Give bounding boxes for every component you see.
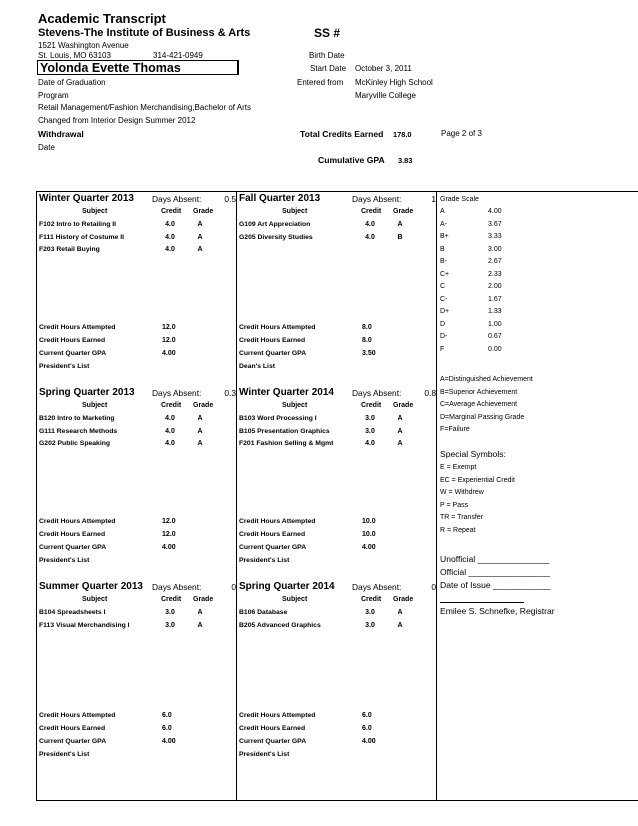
hours-attempted-value: 8.0 [362,324,372,331]
grade-scale-letter: C+ [440,270,450,278]
grade-scale-letter: A [440,208,445,215]
current-gpa-label: Current Quarter GPA [239,350,307,357]
hours-attempted-value: 12.0 [162,324,176,331]
course-grade: A [197,427,203,435]
grade-scale-panel [438,192,636,798]
birth-date-label: Birth Date [309,51,345,60]
hours-attempted-value: 10.0 [362,518,376,525]
subject-column-header: Subject [282,596,308,603]
start-date-label: Start Date [310,64,347,73]
course-subject: B103 Word Processing I [239,415,317,422]
days-absent-value: 0.8 [424,388,436,398]
grade-column-header: Grade [393,402,414,409]
grade-definition: C=Average Achievement [440,401,518,408]
grade-scale-points: 2.00 [488,283,502,290]
course-subject: F113 Visual Merchandising I [39,621,130,629]
course-grade: A [397,427,403,435]
days-absent-value: 0.3 [224,388,236,398]
course-credit: 4.0 [165,440,175,447]
days-absent-label: Days Absent: [152,194,202,204]
grade-scale-letter: A- [440,220,447,228]
total-credits-label: Total Credits Earned [300,129,384,139]
days-absent-label: Days Absent: [152,582,202,592]
course-credit: 3.0 [165,621,175,629]
grade-column-header: Grade [393,208,414,215]
grade-scale-points: 0.67 [488,333,502,340]
quarter-title: Spring Quarter 2013 [39,387,135,398]
course-grade: A [397,609,403,616]
course-subject: G109 Art Appreciation [239,221,311,228]
institution-phone: 314-421-0949 [153,51,203,60]
course-grade: A [197,221,203,228]
entered-from-school-2: Maryville College [355,91,416,100]
quarter-title: Winter Quarter 2013 [39,193,134,204]
course-grade: A [197,233,203,241]
course-subject: F203 Retail Buying [39,246,100,253]
ss-number-label: SS # [314,26,341,40]
hours-earned-label: Credit Hours Earned [239,725,306,732]
course-credit: 3.0 [365,621,375,629]
student-name-box [37,60,238,75]
hours-earned-label: Credit Hours Earned [239,337,306,344]
hours-earned-value: 12.0 [162,337,176,344]
special-symbol: P = Pass [440,501,469,509]
grid-bottom-border [36,800,638,801]
cumulative-gpa-label: Cumulative GPA [318,155,385,165]
special-symbol: R = Repeat [440,526,476,534]
special-symbol: E = Exempt [440,464,477,471]
hours-attempted-label: Credit Hours Attempted [39,324,116,331]
grade-scale-letter: D- [440,333,448,340]
credit-column-header: Credit [161,402,182,409]
total-credits-value: 178.0 [393,130,412,139]
course-grade: A [397,440,403,447]
days-absent-label: Days Absent: [352,582,402,592]
course-credit: 3.0 [365,427,375,435]
hours-earned-label: Credit Hours Earned [239,531,306,538]
entered-from-label: Entered from [297,78,344,87]
subject-column-header: Subject [82,596,108,603]
course-subject: B106 Database [239,609,288,616]
current-gpa-value: 4.00 [162,544,176,551]
days-absent-value: 0.5 [224,194,236,204]
official-line: Official _________________ [440,567,550,577]
course-credit: 4.0 [165,233,175,241]
quarter-block [37,581,238,775]
institution-name: Stevens-The Institute of Business & Arts [38,27,250,39]
quarter-block [237,387,438,581]
program-value: Retail Management/Fashion Merchandising,Bachelor of Arts [38,103,251,112]
quarter-title: Fall Quarter 2013 [239,193,321,204]
course-subject: B205 Advanced Graphics [239,621,321,629]
grade-definition: D=Marginal Passing Grade [440,413,525,421]
course-subject: G205 Diversity Studies [239,233,313,241]
quarter-block [237,193,438,387]
hours-earned-value: 6.0 [362,725,372,732]
credit-column-header: Credit [161,596,182,603]
course-subject: B120 Intro to Marketing [39,415,115,422]
hours-attempted-label: Credit Hours Attempted [239,518,316,525]
quarter-title: Summer Quarter 2013 [39,581,143,592]
grade-scale-points: 3.33 [488,233,502,240]
days-absent-value: 0 [431,582,436,592]
course-subject: F111 History of Costume II [39,233,124,241]
current-gpa-label: Current Quarter GPA [39,544,107,551]
hours-attempted-label: Credit Hours Attempted [239,324,316,331]
credit-column-header: Credit [361,596,382,603]
hours-earned-label: Credit Hours Earned [39,725,106,732]
grade-scale-points: 2.33 [488,270,502,278]
grade-scale-points: 2.67 [488,258,502,265]
course-subject: B105 Presentation Graphics [239,427,330,435]
grade-scale-letter: D [440,320,446,328]
student-name: Yolonda Evette Thomas [40,61,181,75]
special-symbols-title: Special Symbols: [440,449,506,459]
institution-address: 1521 Washington Avenue [38,41,129,50]
current-gpa-value: 4.00 [162,738,176,745]
hours-attempted-label: Credit Hours Attempted [39,518,116,525]
hours-attempted-value: 6.0 [362,712,372,719]
course-subject: F201 Fashion Selling & Mgmt [239,440,334,447]
days-absent-label: Days Absent: [152,388,202,398]
grade-scale-letter: C [440,283,446,290]
hours-attempted-value: 6.0 [162,712,172,719]
entered-from-school-1: McKinley High School [355,78,433,87]
current-gpa-label: Current Quarter GPA [39,350,107,357]
course-credit: 4.0 [165,415,175,422]
days-absent-label: Days Absent: [352,194,402,204]
course-grade: A [197,440,203,447]
grade-scale-title: Grade Scale [440,196,479,203]
graduation-date-label: Date of Graduation [38,78,106,87]
start-date-value: October 3, 2011 [355,64,412,73]
grade-scale-points: 3.00 [488,245,502,253]
honor-list: President's List [239,557,290,564]
grade-scale-letter: B+ [440,233,449,240]
course-credit: 4.0 [165,427,175,435]
hours-attempted-value: 12.0 [162,518,176,525]
hours-attempted-label: Credit Hours Attempted [239,712,316,719]
current-gpa-label: Current Quarter GPA [39,738,107,745]
honor-list: President's List [39,751,90,758]
course-credit: 3.0 [165,609,175,616]
withdrawal-label: Withdrawal [38,129,84,139]
course-grade: A [397,221,403,228]
page-number: Page 2 of 3 [441,129,482,138]
grade-column-header: Grade [193,596,214,603]
grade-scale-letter: F [440,345,445,353]
special-symbol: EC = Experiential Credit [440,476,515,484]
hours-earned-value: 12.0 [162,531,176,538]
current-gpa-value: 4.00 [362,738,376,745]
special-symbol: TR = Transfer [440,514,483,521]
current-gpa-label: Current Quarter GPA [239,544,307,551]
course-credit: 4.0 [365,233,375,241]
course-subject: G202 Public Speaking [39,440,111,447]
subject-column-header: Subject [82,208,108,215]
honor-list: President's List [39,557,90,564]
credit-column-header: Credit [361,208,382,215]
subject-column-header: Subject [282,402,308,409]
course-subject: F102 Intro to Retailing II [39,221,117,228]
quarter-title: Spring Quarter 2014 [239,581,335,592]
quarter-block [37,387,238,581]
grade-column-header: Grade [393,596,414,603]
name-box-divider [238,60,239,75]
course-grade: A [197,609,203,616]
course-credit: 3.0 [365,609,375,616]
grade-definition: B=Superior Achievement [440,388,518,396]
program-change-note: Changed from Interior Design Summer 2012 [38,116,196,125]
subject-column-header: Subject [82,402,108,409]
hours-earned-label: Credit Hours Earned [39,531,106,538]
grade-scale-points: 1.00 [488,320,502,328]
grade-scale-points: 0.00 [488,345,502,353]
course-subject: G111 Research Methods [39,427,118,435]
grade-scale-points: 1.67 [488,295,502,303]
course-grade: A [397,415,403,422]
grade-scale-points: 3.67 [488,220,502,228]
honor-list: Dean's List [239,363,275,370]
grade-column-header: Grade [193,402,214,409]
subject-column-header: Subject [282,208,308,215]
hours-attempted-label: Credit Hours Attempted [39,712,116,719]
signature-line [440,602,524,603]
course-credit: 3.0 [365,415,375,422]
grade-definition: F=Failure [440,426,470,433]
current-gpa-value: 4.00 [162,350,176,357]
grade-scale-points: 1.33 [488,308,502,315]
grade-scale-points: 4.00 [488,208,502,215]
days-absent-value: 1 [431,194,436,204]
course-grade: A [397,621,403,629]
hours-earned-value: 6.0 [162,725,172,732]
program-label: Program [38,91,69,100]
days-absent-value: 0 [231,582,236,592]
special-symbol: W = Withdrew [440,489,484,496]
course-grade: A [197,621,203,629]
grade-column-header: Grade [193,208,214,215]
grade-definition: A=Distinguished Achievement [440,376,533,383]
course-grade: A [197,415,203,422]
course-grade: A [197,246,203,253]
hours-earned-value: 10.0 [362,531,376,538]
institution-city: St. Louis, MO 63103 [38,51,111,60]
date-of-issue-line: Date of Issue ____________ [440,580,551,590]
current-gpa-value: 3.50 [362,350,376,357]
current-gpa-label: Current Quarter GPA [239,738,307,745]
honor-list: President's List [39,363,90,370]
document-title: Academic Transcript [38,11,166,26]
credit-column-header: Credit [161,208,182,215]
hours-earned-value: 8.0 [362,337,372,344]
quarter-block [237,581,438,775]
registrar-name: Emilee S. Schnefke, Registrar [440,606,555,616]
course-credit: 4.0 [165,221,175,228]
grade-scale-letter: B [440,245,445,253]
cumulative-gpa-value: 3.83 [398,156,413,165]
hours-earned-label: Credit Hours Earned [39,337,106,344]
quarter-title: Winter Quarter 2014 [239,387,334,398]
grade-scale-letter: C- [440,295,448,303]
withdrawal-date-label: Date [38,143,55,152]
honor-list: President's List [239,751,290,758]
course-grade: B [397,233,403,241]
course-credit: 4.0 [365,440,375,447]
grade-scale-letter: B- [440,258,447,265]
course-credit: 4.0 [365,221,375,228]
current-gpa-value: 4.00 [362,544,376,551]
days-absent-label: Days Absent: [352,388,402,398]
course-subject: B104 Spreadsheets I [39,609,106,616]
credit-column-header: Credit [361,402,382,409]
quarter-block [37,193,238,387]
unofficial-line: Unofficial _______________ [440,554,550,564]
grade-scale-letter: D+ [440,308,450,315]
course-credit: 4.0 [165,246,175,253]
